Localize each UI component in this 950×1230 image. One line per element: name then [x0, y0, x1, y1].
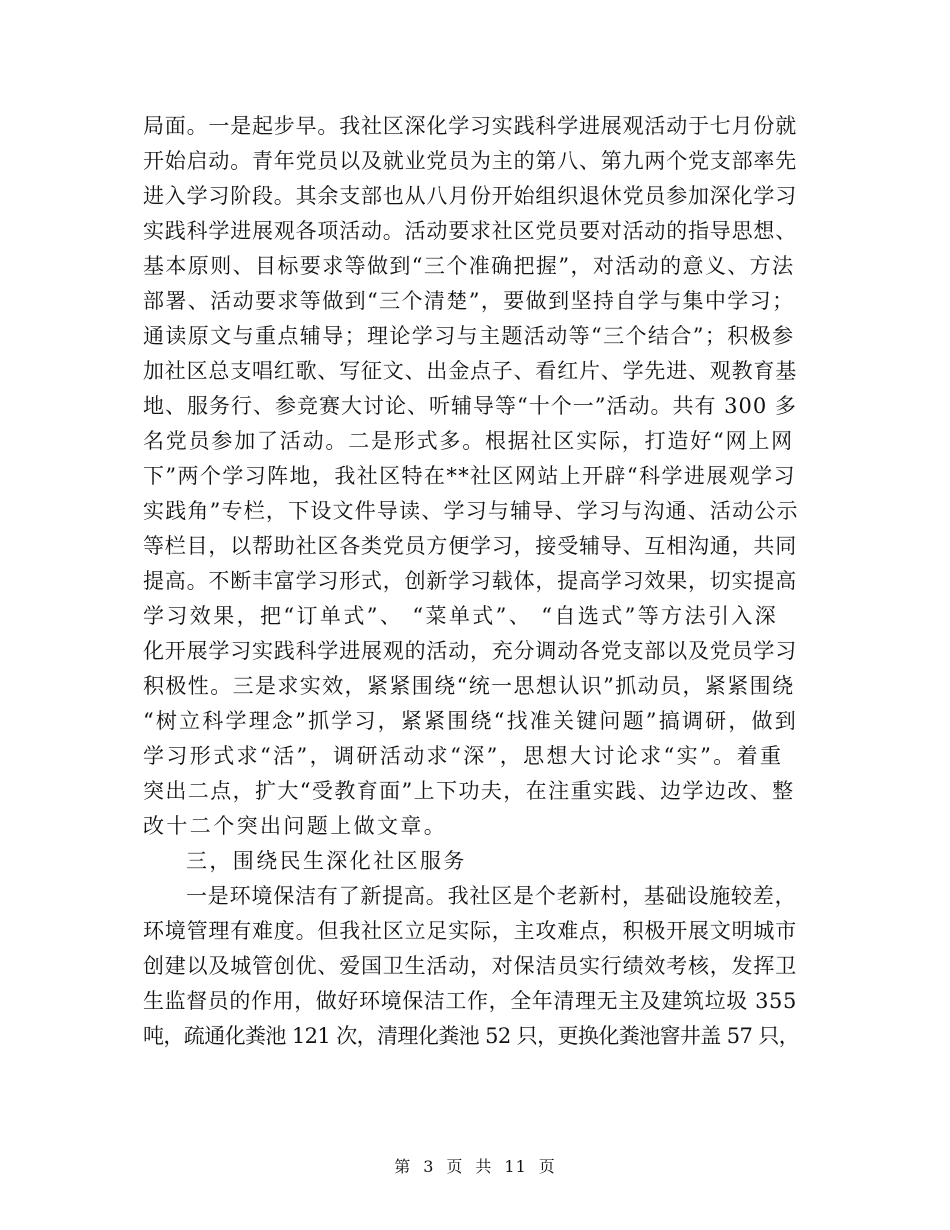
body-line: 提高。不断丰富学习形式，创新学习载体，提高学习效果，切实提高 — [143, 569, 797, 593]
body-line: 局面。一是起步早。我社区深化学习实践科学进展观活动于七月份就 — [143, 114, 797, 138]
body-line: 名党员参加了活动。二是形式多。根据社区实际，打造好“网上网 — [143, 429, 794, 453]
body-line: 加社区总支唱红歌、写征文、出金点子、看红片、学先进、观教育基 — [143, 359, 797, 383]
body-line: 地、服务行、参竞赛大讨论、听辅导等“十个一”活动。共有 300 多 — [143, 394, 797, 418]
total-prefix: 共 — [475, 1157, 493, 1176]
body-line: 突出二点，扩大“受教育面”上下功夫，在注重实践、边学边改、整 — [143, 779, 795, 803]
body-line: 改十二个突出问题上做文章。 — [143, 814, 448, 838]
body-line: 基本原则、目标要求等做到“三个准确把握”，对活动的意义、方法 — [143, 254, 795, 278]
paragraph-first-line: 一是环境保洁有了新提高。我社区是个老新村，基础设施较差， — [186, 884, 797, 908]
body-line: 环境管理有难度。但我社区立足实际，主攻难点，积极开展文明城市 — [143, 919, 797, 943]
body-line: 部署、活动要求等做到“三个清楚”，要做到坚持自学与集中学习； — [143, 289, 795, 313]
body-line: 学习形式求“活”，调研活动求“深”，思想大讨论求“实”。着重 — [143, 744, 784, 768]
body-line: 开始启动。青年党员以及就业党员为主的第八、第九两个党支部率先 — [143, 149, 797, 173]
body-line: 生监督员的作用，做好环境保洁工作，全年清理无主及建筑垃圾 355 — [143, 989, 797, 1013]
body-line: 积极性。三是求实效，紧紧围绕“统一思想认识”抓动员，紧紧围绕 — [143, 674, 795, 698]
body-line: 通读原文与重点辅导；理论学习与主题活动等“三个结合”；积极参 — [143, 324, 795, 348]
body-line: 创建以及城管创优、爱国卫生活动，对保洁员实行绩效考核，发挥卫 — [143, 954, 797, 978]
page-label: 页 — [446, 1157, 464, 1176]
page-number: 3 — [423, 1157, 435, 1176]
body-line: 等栏目，以帮助社区各类党员方便学习，接受辅导、互相沟通，共同 — [143, 534, 797, 558]
body-line: 实践角”专栏，下设文件导读、学习与辅导、学习与沟通、活动公示 — [143, 499, 799, 523]
body-line: 吨，疏通化粪池 121 次，清理化粪池 52 只，更换化粪池窨井盖 57 只， — [143, 1024, 800, 1048]
body-line: 进入学习阶段。其余支部也从八月份开始组织退休党员参加深化学习 — [143, 184, 797, 208]
page-prefix: 第 — [394, 1157, 412, 1176]
page-footer — [0, 1154, 950, 1177]
total-label: 页 — [538, 1157, 556, 1176]
body-line: 实践科学进展观各项活动。活动要求社区党员要对活动的指导思想、 — [143, 219, 797, 243]
body-line: “树立科学理念”抓学习，紧紧围绕“找准关键问题”搞调研，做到 — [143, 709, 798, 733]
total-pages: 11 — [504, 1157, 527, 1176]
body-line: 学习效果，把“订单式”、 “菜单式”、 “自选式”等方法引入深 — [143, 604, 779, 628]
body-line: 下”两个学习阵地，我社区特在**社区网站上开辟“科学进展观学习 — [143, 464, 796, 488]
section-heading: 三，围绕民生深化社区服务 — [186, 849, 467, 873]
body-line: 化开展学习实践科学进展观的活动，充分调动各党支部以及党员学习 — [143, 639, 797, 663]
